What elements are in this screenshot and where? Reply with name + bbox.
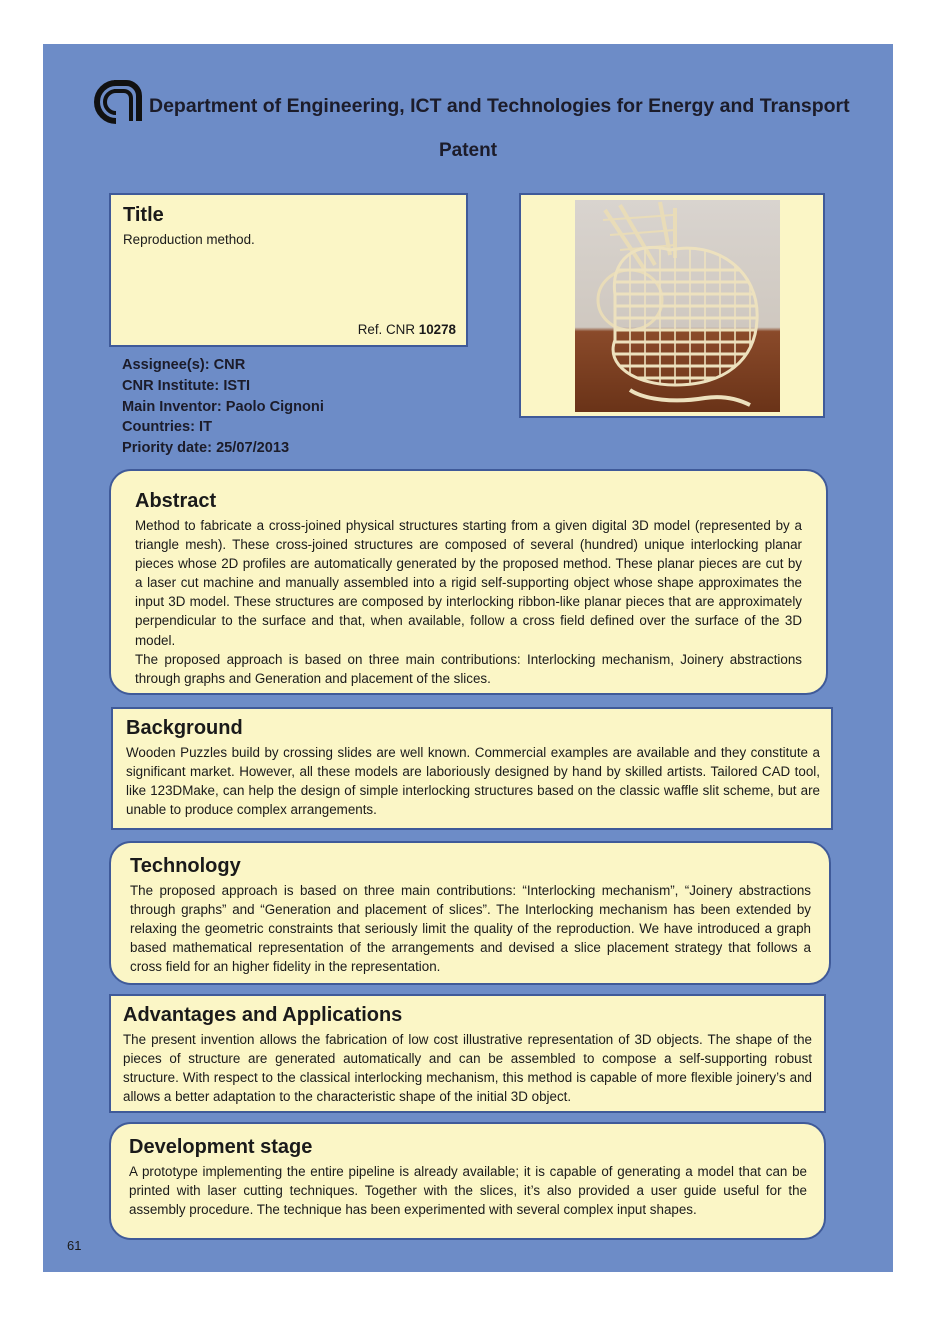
document-type: Patent	[438, 140, 498, 161]
development-text: A prototype implementing the entire pipeline is already available; it is capable of generating a model that can be printed with laser cutting techniques. Together with the slices, it’s also provided a user guide useful for the assembly procedure. The technique has been experimented with several complex input shapes.	[129, 1164, 807, 1218]
ref-number: 10278	[418, 322, 456, 337]
advantages-heading: Advantages and Applications	[123, 1004, 403, 1026]
development-stage-box	[109, 1122, 826, 1240]
technology-text: The proposed approach is based on three main contributions: “Interlocking mechanism”, “Joinery abstractions through graphs” and “Generation and placement of slices”. The Interlocking mechanism has been extended by relaxing the geometric constraints that seriously limit the quality of the reproduction. We have introduced a graph based mathematical representation of the arrangements and devised a slice placement strategy that follows a cross field for an higher fidelity in the representation.	[130, 883, 811, 975]
development-heading: Development stage	[129, 1136, 313, 1158]
image-box	[519, 193, 825, 418]
patent-metadata	[122, 355, 324, 459]
title-heading: Title	[123, 204, 164, 226]
background-box	[111, 707, 833, 830]
title-box	[109, 193, 468, 347]
abstract-paragraph-1: Method to fabricate a cross-joined physical structures starting from a given digital 3D model (represented by a triangle mesh). These cross-joined structures are composed of several (hundred) unique interlocking planar pieces whose 2D profiles are automatically generated by the proposed method. These planar pieces are cut by a laser cut machine and manually assembled into a rigid self-supporting object whose shape approximates the input 3D model. These structures are composed by interlocking ribbon-like planar pieces that are approximately perpendicular to the surface and that, when available, follow a cross field defined over the surface of the 3D model.	[135, 518, 802, 648]
advantages-box	[109, 994, 826, 1113]
countries: Countries: IT	[122, 419, 212, 436]
cnr-institute: CNR Institute: ISTI	[122, 377, 251, 394]
bunny-sculpture-photo	[575, 200, 780, 412]
page-number: 61	[67, 1238, 82, 1253]
background-heading: Background	[126, 717, 243, 739]
technology-box	[109, 841, 831, 985]
abstract-heading: Abstract	[135, 490, 217, 512]
abstract-paragraph-2: The proposed approach is based on three main contributions: Interlocking mechanism, Joinery abstractions through graphs and Generation and placement of the slices.	[135, 651, 802, 686]
advantages-text: The present invention allows the fabrication of low cost illustrative representation of 3D objects. The shape of the pieces of structure are generated automatically and can be assembled to compose a self-supporting robust structure. With respect to the classical interlocking mechanism, this method is capable of more flexible joinery’s and allows a better adaptation to the characteristic shape of the initial 3D object.	[123, 1032, 812, 1105]
cnr-logo-icon	[92, 80, 142, 124]
priority-date: Priority date: 25/07/2013	[122, 440, 290, 457]
ref-prefix: Ref. CNR	[357, 322, 416, 337]
assignee: Assignee(s): CNR	[122, 357, 246, 373]
abstract-box	[109, 469, 828, 695]
reference	[358, 322, 456, 337]
title-text: Reproduction method.	[123, 232, 255, 247]
background-text: Wooden Puzzles build by crossing slides are well known. Commercial examples are available and they constitute a significant market. However, all these models are laboriously designed by hand by skilled artists. Tailored CAD tool, like 123DMake, can help the design of simple interlocking structures based on the classic waffle slit scheme, but are unable to produce complex arrangements.	[126, 745, 820, 818]
main-inventor: Main Inventor: Paolo Cignoni	[122, 398, 324, 415]
department-title: Department of Engineering, ICT and Technologies for Energy and Transport	[149, 95, 850, 117]
technology-heading: Technology	[130, 855, 241, 877]
